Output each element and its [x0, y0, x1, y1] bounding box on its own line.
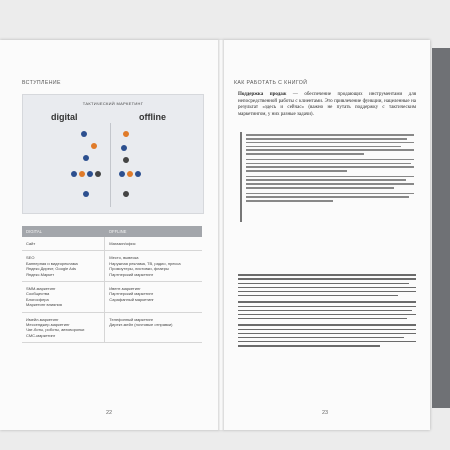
lead-text: — обеспечение продающих инструментами для непосредственной работы с клиентами. Это привлечение функции, нацеленные на результат «здесь и сейчас» (важно не путать поддержку с тактическим маркетингом, у них разные задачи). [238, 92, 416, 117]
book-spread [0, 40, 432, 430]
offline-node-icon [123, 131, 129, 137]
right-page [222, 40, 430, 430]
quote-bar [240, 132, 242, 222]
table-row [22, 237, 202, 251]
table-cell: SEO Баннерная и видеореклама Яндекс.Директ, Google Ads Яндекс.Маркет [22, 251, 105, 282]
left-page [0, 40, 220, 430]
table-row [22, 282, 202, 313]
quote-block [246, 132, 414, 204]
digital-node-icon [95, 171, 101, 177]
digital-node-icon [91, 143, 97, 149]
offline-node-icon [127, 171, 133, 177]
digital-node-icon [71, 171, 77, 177]
table-row [22, 251, 202, 282]
page-number-right: 23 [322, 410, 329, 416]
running-head-right: КАК РАБОТАТЬ С КНИГОЙ [234, 80, 308, 86]
offline-node-icon [121, 145, 127, 151]
body-text [238, 272, 416, 349]
table-cell: Имейл-маркетинг Мессенджер-маркетинг Чат-боты, роботы, автоворонки СМС-маркетинг [22, 312, 105, 343]
center-divider [110, 123, 111, 207]
table-header-offline: OFFLINE [105, 226, 202, 237]
table-cell: Сайт [22, 237, 105, 251]
offline-node-icon [119, 171, 125, 177]
digital-node-icon [79, 171, 85, 177]
digital-heading: digital [51, 112, 78, 122]
table-row [22, 312, 202, 343]
edge-tab [432, 48, 450, 408]
book-gutter [218, 40, 224, 430]
infographic-title: ТАКТИЧЕСКИЙ МАРКЕТИНГ [82, 101, 144, 106]
lead-paragraph [238, 92, 416, 118]
table-cell: Телефонный маркетинг Директ-мейл (почтовые отправки) [105, 312, 202, 343]
tactical-marketing-infographic [22, 94, 204, 214]
running-head-left: ВСТУПЛЕНИЕ [22, 80, 61, 86]
digital-node-icon [83, 191, 89, 197]
table-header-digital: DIGITAL [22, 226, 105, 237]
table-cell: Магазин/офис [105, 237, 202, 251]
offline-node-icon [123, 157, 129, 163]
offline-heading: offline [139, 112, 166, 122]
digital-node-icon [87, 171, 93, 177]
table-cell: SMM-маркетинг Сообщества Блогосфера Маркетинг влияния [22, 282, 105, 313]
digital-node-icon [83, 155, 89, 161]
offline-node-icon [135, 171, 141, 177]
page-number-left: 22 [106, 410, 113, 416]
offline-node-icon [123, 191, 129, 197]
lead-label: Поддержка продаж [238, 92, 287, 97]
marketing-channels-table [22, 226, 202, 343]
table-cell: Место, вывеска Наружная реклама, ТВ, радио, пресса Промоутеры, листовки, флаеры Партнерский маркетинг [105, 251, 202, 282]
table-cell: Ивент-маркетинг Партнерский маркетинг Сарафанный маркетинг [105, 282, 202, 313]
digital-node-icon [81, 131, 87, 137]
